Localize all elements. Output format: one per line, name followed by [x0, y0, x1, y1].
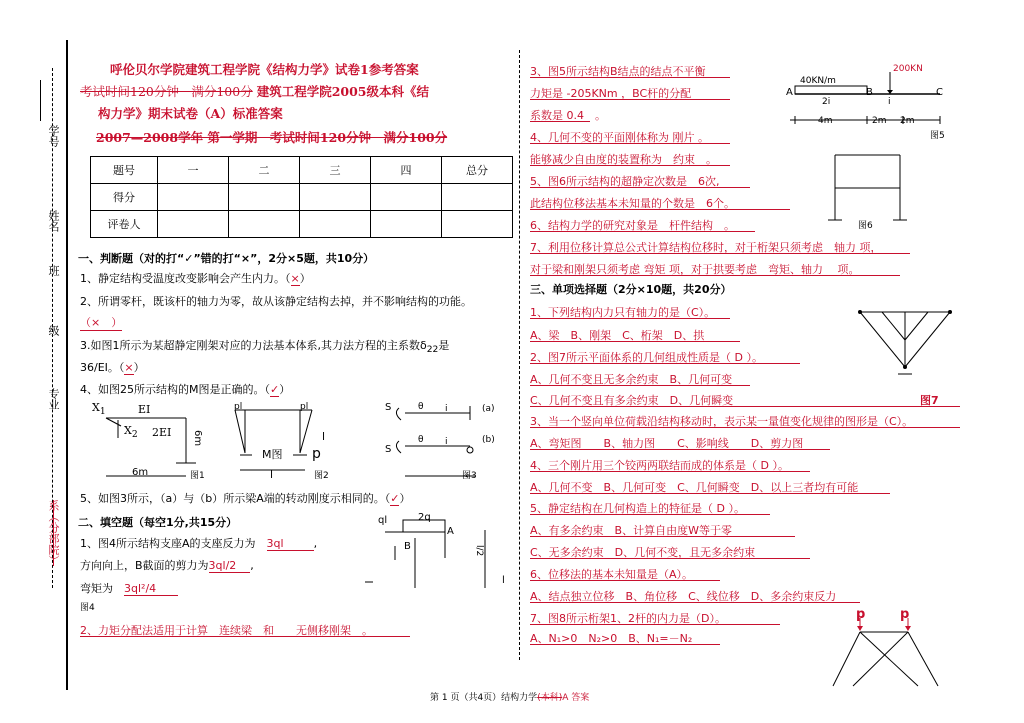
fig4-b: B: [404, 541, 411, 552]
figure-4: [365, 510, 515, 595]
fill-answer-2: 3ql/2: [209, 559, 251, 573]
fig8-p-right: p: [900, 607, 910, 622]
fill-answer-1: 3ql: [267, 537, 314, 551]
tf-q3-cont: 36/EI。（×）: [80, 361, 145, 374]
fig3-s-a: S: [385, 402, 392, 413]
column-divider: [519, 50, 520, 660]
fill-q4b: 能够减少自由度的装置称为 约束 。: [530, 153, 717, 166]
score-cell[interactable]: [442, 184, 513, 211]
tf-q2: 2、所谓零杆，既该杆的轴力为零，故从该静定结构去掉，并不影响结构的功能。: [80, 295, 472, 308]
fig2-m-label: M图: [262, 448, 283, 461]
exam-title-2: 建筑工程学院2005级本科《结: [256, 84, 429, 99]
fig2-l-horiz: l: [270, 468, 274, 481]
fig2-caption: 图2: [314, 471, 329, 481]
fill-q1b: 方向向上，B截面的剪力为3ql/2 ,: [80, 559, 254, 572]
fig5-load1: 40KN/m: [800, 76, 836, 86]
table-header-cell: 总分: [442, 157, 513, 184]
fig1-ei: EI: [138, 403, 151, 416]
table-header-cell: 题号: [91, 157, 158, 184]
score-cell[interactable]: [158, 184, 229, 211]
score-row-label: 得分: [91, 184, 158, 211]
mc-q3: 3、当一个竖向单位荷载沿结构移动时，表示某一量值变化规律的图形是（C）。: [530, 415, 914, 428]
section1-heading: 一、判断题（对的打“✓”错的打“×”，2分×5题，共10分）: [78, 252, 375, 265]
fill-q3a: 3、图5所示结构B结点的结点不平衡: [530, 65, 706, 78]
tf-answer-2: （× ）: [80, 316, 123, 329]
fill-q5b: 此结构位移法基本未知量的个数是 6个。: [530, 197, 735, 210]
grader-cell[interactable]: [442, 211, 513, 238]
mc-q7-options: A、N₁>0 N₂>0 B、N₁=－N₂: [530, 632, 693, 645]
fig7-caption: 图7: [920, 394, 939, 407]
fig3-caption: 图3: [462, 471, 477, 481]
fig1-2ei: 2EI: [152, 426, 172, 439]
page-footer: 第 1 页（共4页）结构力学(本科)A 答案: [430, 693, 590, 703]
tf-answer-5: ✓: [390, 492, 400, 505]
grader-cell[interactable]: [229, 211, 300, 238]
fill-q2: 2、力矩分配法适用于计算 连续梁 和 无侧移刚架 。: [80, 624, 373, 637]
fig2-pl-right: pl: [300, 402, 309, 412]
fig1-caption: 图1: [190, 471, 205, 481]
mc-q6-options: A、结点独立位移 B、角位移 C、线位移 D、多余约束反力: [530, 590, 837, 603]
fig5-b: B: [866, 87, 873, 98]
fig1-height: 6m: [192, 430, 203, 447]
figure-7: [850, 292, 960, 382]
binding-line: [66, 40, 68, 690]
mc-q5-options1: A、有多余约束 B、计算自由度W等于零: [530, 524, 732, 537]
fill-q1a: 1、图4所示结构支座A的支座反力为 3ql ,: [80, 537, 318, 550]
fig3-i-a: i: [445, 404, 448, 414]
fig5-a: A: [786, 87, 793, 98]
table-header-cell: 一: [158, 157, 229, 184]
fill-answer-3: 3ql²/4: [124, 582, 178, 596]
mc-q2: 2、图7所示平面体系的几何组成性质是（ D ）。: [530, 351, 763, 364]
mc-q1: 1、下列结构内力只有轴力的是（C）。: [530, 306, 716, 319]
fig4-ql: ql: [378, 515, 388, 526]
score-cell[interactable]: [300, 184, 371, 211]
mc-q3-options: A、弯矩图 B、轴力图 C、影响线 D、剪力图: [530, 437, 804, 450]
fig2-l-vert: l: [322, 430, 326, 443]
fig3-label-a: (a): [482, 404, 495, 414]
score-table: [90, 156, 513, 238]
tf-answer-4: ✓: [270, 383, 280, 396]
fig4-a: A: [447, 526, 454, 537]
score-cell[interactable]: [229, 184, 300, 211]
mc-q2-options1: A、几何不变且无多余约束 B、几何可变: [530, 373, 733, 386]
fig3-theta-a: θ: [418, 402, 424, 412]
fig4-l2: l/2: [474, 545, 484, 557]
fig4-caption: 图4: [80, 603, 95, 613]
margin-grade: 级: [47, 325, 60, 336]
tf-q5: 5、如图3所示，（a）与（b）所示梁A端的转动刚度示相同的。（✓）: [80, 492, 411, 505]
fig4-l: l: [502, 575, 505, 586]
fig3-s-b: S: [385, 444, 392, 455]
margin-class: 班: [47, 265, 60, 276]
mc-q4-options: A、几何不变 B、几何可变 C、几何瞬变 D、以上三者均有可能: [530, 481, 859, 494]
fig2-p: p: [312, 446, 321, 462]
fig4-2q: 2q: [418, 512, 431, 523]
table-header-cell: 四: [371, 157, 442, 184]
mc-q1-options: A、梁 B、刚架 C、桁架 D、拱: [530, 329, 705, 342]
fig5-d1: 4m: [818, 116, 833, 126]
mc-q4: 4、三个刚片用三个铰两两联结而成的体系是（ D ）。: [530, 459, 789, 472]
figure-8: [828, 608, 948, 688]
fig3-theta-b: θ: [418, 435, 424, 445]
fig5-2i: 2i: [822, 97, 831, 107]
margin-department: 系（分部院）: [47, 500, 60, 566]
fill-q3c: 系数是 0.4 。: [530, 109, 606, 122]
fill-q7b: 对于梁和刚架只须考虑 弯矩 项，对于拱要考虑 弯矩、轴力 项。: [530, 263, 860, 276]
fig1-x1: $X_1$: [92, 401, 106, 418]
fig5-d2: 2m: [872, 116, 887, 126]
margin-major: 专业: [47, 388, 60, 410]
fig3-i-b: i: [445, 437, 448, 447]
section2-heading: 二、填空题（每空1分,共15分）: [78, 516, 238, 529]
tf-answer-3: ×: [124, 361, 134, 374]
fill-q7: 7、利用位移计算总公式计算结构位移时，对于桁架只须考虑 轴力 项，: [530, 241, 882, 254]
fig5-i: i: [888, 97, 891, 107]
grader-cell[interactable]: [158, 211, 229, 238]
tf-answer-1: ×: [290, 272, 300, 285]
exam-title: 呼伦贝尔学院建筑工程学院《结构力学》试卷1参考答案: [110, 62, 419, 77]
margin-name: 姓名: [47, 210, 60, 232]
mc-q2-options2: C、几何不变且有多余约束 D、几何瞬变: [530, 394, 734, 407]
section3-heading: 三、单项选择题（2分×10题，共20分）: [530, 283, 732, 296]
mc-q6: 6、位移法的基本未知量是（A）。: [530, 568, 694, 581]
margin-student-id: 学号: [47, 125, 60, 147]
fig5-load2: 200KN: [893, 64, 923, 74]
fig2-pl-left: pl: [234, 402, 243, 412]
fig5-c: C: [936, 87, 943, 98]
exam-title-3: 构力学》期末试卷（A）标准答案: [98, 106, 283, 121]
grader-row-label: 评卷人: [91, 211, 158, 238]
exam-time-strike: 考试时间120分钟 满分100分: [80, 84, 253, 99]
figure-3: [385, 398, 495, 483]
fig3-label-b: (b): [482, 435, 495, 445]
score-cell[interactable]: [371, 184, 442, 211]
grader-cell[interactable]: [371, 211, 442, 238]
fig5-caption: 图5: [930, 131, 945, 141]
table-header-cell: 二: [229, 157, 300, 184]
grader-cell[interactable]: [300, 211, 371, 238]
fig6-caption: 图6: [858, 221, 873, 231]
tf-q4: 4、如图25所示结构的M图是正确的。（✓）: [80, 383, 291, 396]
fig1-width: 6m: [132, 467, 149, 478]
fig1-x2: $X_2$: [124, 424, 138, 441]
fig5-d3: 2m: [900, 116, 915, 126]
fill-q1c: 弯矩为 3ql²/4: [80, 580, 178, 596]
fig8-p-left: p: [856, 607, 866, 622]
mc-q5-options2: C、无多余约束 D、几何不变，且无多余约束: [530, 546, 756, 559]
fill-q5: 5、图6所示结构的超静定次数是 6次,: [530, 175, 720, 188]
mc-q7: 7、图8所示桁架1、2杆的内力是（D）。: [530, 612, 726, 625]
margin-cut-line: [52, 68, 53, 588]
fill-q4: 4、几何不变的平面刚体称为 刚片 。: [530, 131, 709, 144]
mc-q5: 5、静定结构在几何构造上的特征是（ D ）。: [530, 502, 745, 515]
fill-q3b: 力矩是 -205KNm ，BC杆的分配: [530, 87, 692, 100]
tf-q3: 3.如图1所示为某超静定刚架对应的力法基本体系,其力法方程的主系数$\delta_{22}$是: [80, 339, 450, 356]
table-header-cell: 三: [300, 157, 371, 184]
tf-q1: 1、静定结构受温度改变影响会产生内力。（×）: [80, 272, 311, 285]
fill-q6: 6、结构力学的研究对象是 杆件结构 。: [530, 219, 735, 232]
exam-semester: 2007—2008学年 第一学期 考试时间120分钟 满分100分: [96, 130, 448, 145]
